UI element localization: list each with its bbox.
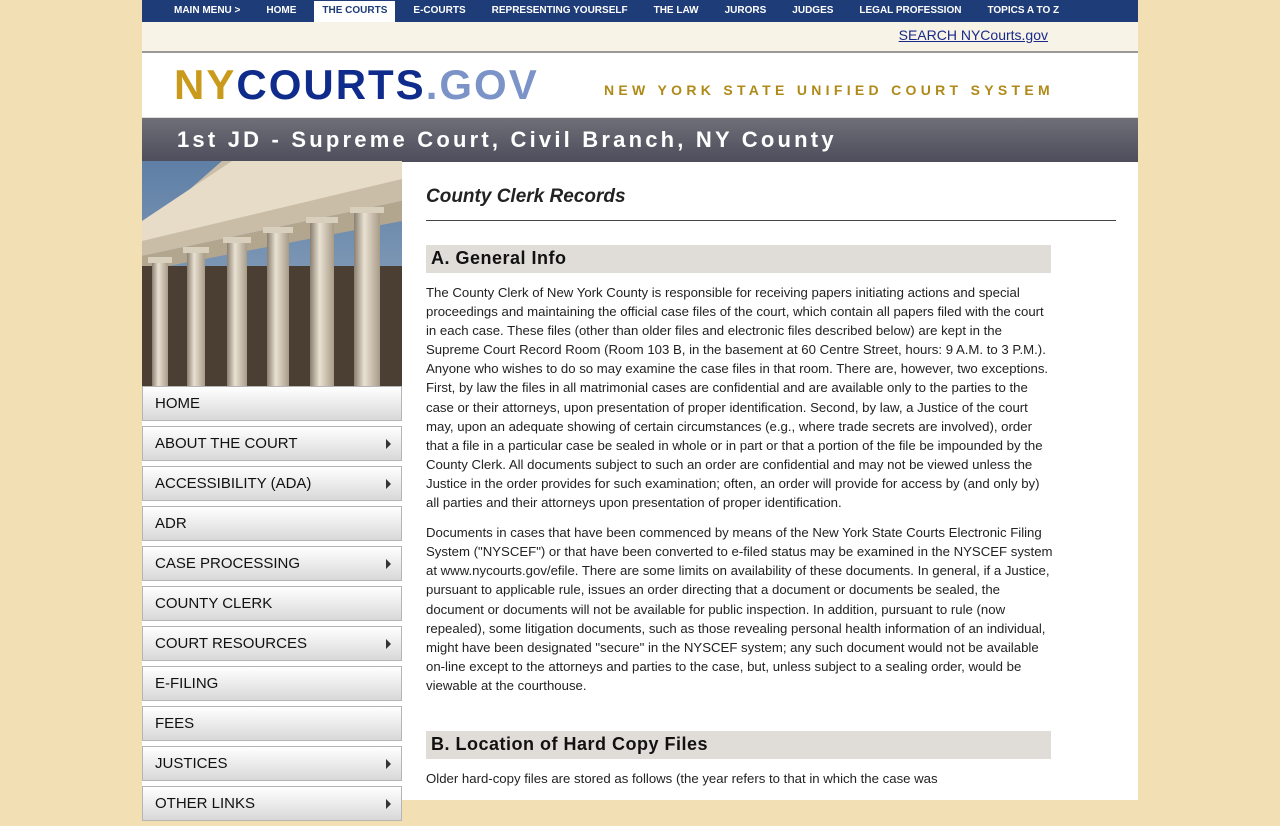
sidebar-item-home[interactable] [142,386,402,421]
top-navigation [142,0,1138,22]
topnav-item-home[interactable]: HOME [266,5,297,16]
search-bar [142,22,1138,53]
site-logo[interactable] [174,61,539,109]
sidebar [142,161,402,826]
logo-ny: NY [174,61,237,108]
sidebar-item-label: FEES [155,715,195,732]
sidebar-item-e-filing[interactable] [142,666,402,701]
topnav-item-legal-profession[interactable]: LEGAL PROFESSION [859,5,962,16]
submenu-arrow-icon [386,559,391,569]
search-link[interactable]: SEARCH NYCourts.gov [898,27,1048,43]
general-info-paragraph-1: The County Clerk of New York County is responsible for receiving papers initiating actions and special proceedings and maintaining the official case files of the court, which contain all papers filed with the court in each case. These files (other than older files and electronic files described below) are kept in the Supreme Court Record Room (Room 103 B, in the basement at 60 Centre Street, hours: 9 A.M. to 3 P.M.). Anyone who wishes to do so may examine the case files in that room. There are, however, two exceptions. First, by law the files in all matrimonial cases are confidential and are available only to the parties to the case or their attorneys, upon presentation of proper identification. Second, by law, a Justice of the court may, upon an adequate showing of certain circumstances (e.g., where trade secrets are involved), order that a file in a particular case be sealed in whole or in part or that a portion of the file be impounded by the County Clerk. All documents subject to such an order are confidential and may not be viewed unless the Justice in the order provides for such examination; often, an order will provide for access by (and only by) all parties and their attorneys upon presentation of proper identification. [426,285,1049,511]
sidebar-item-court-resources[interactable] [142,626,402,661]
site-tagline: NEW YORK STATE UNIFIED COURT SYSTEM [604,82,1054,98]
sidebar-item-label: OTHER LINKS [155,795,256,812]
sidebar-item-label: ADR [155,515,187,532]
section-heading-hard-copy-files: B. Location of Hard Copy Files [426,731,1051,759]
sidebar-item-about-the-court[interactable] [142,426,402,461]
submenu-arrow-icon [386,759,391,769]
logo-gov: .GOV [425,61,539,108]
sidebar-item-label: JUSTICES [155,755,228,772]
submenu-arrow-icon [386,439,391,449]
topnav-item-judges[interactable]: JUDGES [792,5,834,16]
section-heading-general-info: A. General Info [426,245,1051,273]
topnav-item-representing-yourself[interactable]: REPRESENTING YOURSELF [491,5,628,16]
sidebar-item-label: COURT RESOURCES [155,635,307,652]
sidebar-menu [142,386,402,821]
submenu-arrow-icon [386,799,391,809]
sidebar-item-label: ABOUT THE COURT [155,435,298,452]
court-banner [142,118,1138,162]
logo-courts: COURTS [236,61,426,108]
sidebar-item-county-clerk[interactable] [142,586,402,621]
court-name: 1st JD - Supreme Court, Civil Branch, NY County [177,127,837,152]
main-content [426,161,1116,788]
sidebar-item-justices[interactable] [142,746,402,781]
topnav-item-main-menu[interactable]: MAIN MENU > [174,5,241,16]
courthouse-image [142,161,402,386]
sidebar-item-case-processing[interactable] [142,546,402,581]
sidebar-item-adr[interactable] [142,506,402,541]
sidebar-item-label: HOME [155,395,200,412]
hard-copy-files-paragraph-1: Older hard-copy files are stored as follows (the year refers to that in which the case was [426,770,938,786]
general-info-paragraph-2: Documents in cases that have been commenced by means of the New York State Courts Electronic Filing System ("NYSCEF") or that have been converted to e-filed status may be examined in the NYSCEF system at www.nycourts.gov/efile. There are some limits on availability of these documents. In general, if a Justice, pursuant to applicable rule, issues an order directing that a document or documents be sealed, the document or documents will not be available for public inspection. In addition, pursuant to rule (now repealed), some litigation documents, such as those revealing personal health information of an individual, might have been designated "secure" in the NYSCEF system; any such document would not be available on-line except to the attorneys and parties to the case, but, unless subject to a sealing order, would be viewable at the courthouse. [426,525,1053,693]
site-banner [142,53,1138,118]
topnav-item-jurors[interactable]: JURORS [724,5,767,16]
page-title: County Clerk Records [426,186,1116,221]
topnav-item-topics-a-to-z[interactable]: TOPICS A TO Z [987,5,1060,16]
topnav-item-e-courts[interactable]: E-COURTS [413,5,466,16]
sidebar-item-label: E-FILING [155,675,219,692]
topnav-item-the-law[interactable]: THE LAW [653,5,699,16]
sidebar-item-label: COUNTY CLERK [155,595,273,612]
submenu-arrow-icon [386,639,391,649]
courthouse-photo [142,161,402,386]
sidebar-item-other-links[interactable] [142,786,402,821]
topnav-item-the-courts[interactable]: THE COURTS [314,0,395,23]
sidebar-item-accessibility-ada[interactable] [142,466,402,501]
sidebar-item-fees[interactable] [142,706,402,741]
sidebar-item-label: CASE PROCESSING [155,555,301,572]
page [142,0,1138,812]
submenu-arrow-icon [386,479,391,489]
sidebar-item-label: ACCESSIBILITY (ADA) [155,475,312,492]
